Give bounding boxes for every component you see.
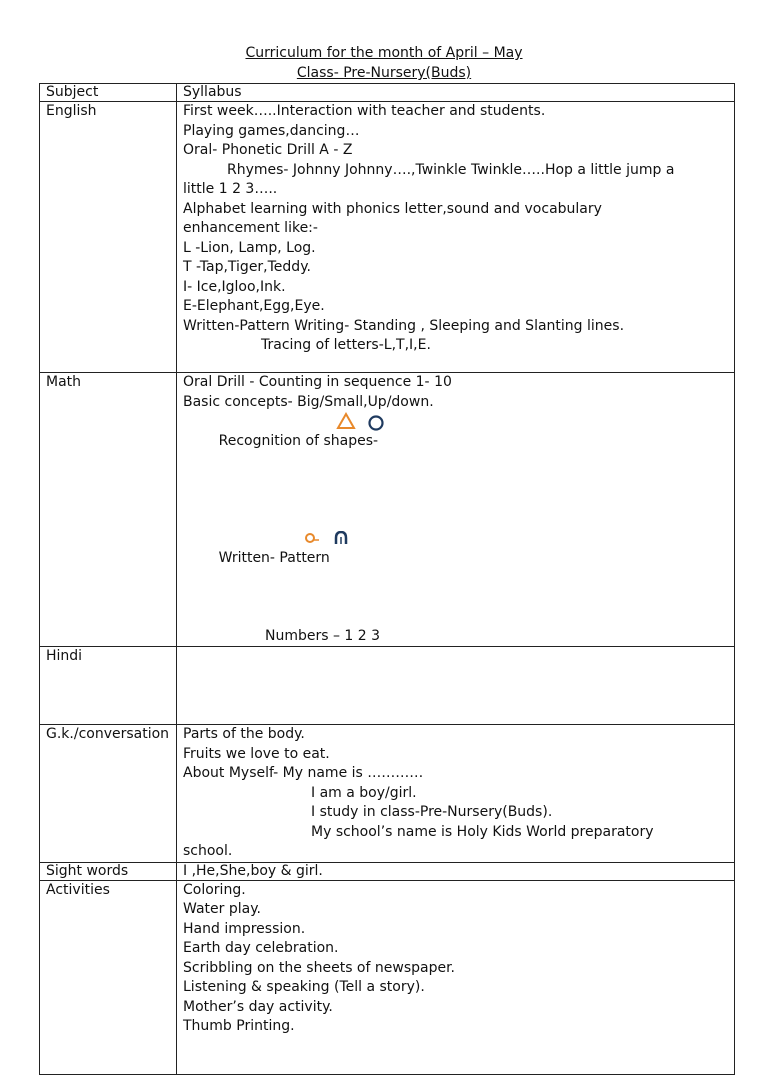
syllabus-line: school. — [183, 843, 233, 859]
syllabus-line: L -Lion, Lamp, Log. — [183, 239, 316, 256]
syllabus-line: Written- Pattern — [218, 549, 330, 566]
curriculum-table — [39, 83, 735, 1075]
subject-cell — [40, 725, 177, 863]
subject-cell: English — [40, 102, 177, 373]
syllabus-line: Playing games,dancing… — [183, 122, 360, 139]
arch-pattern-icon — [334, 531, 348, 545]
syllabus-cell — [177, 102, 735, 373]
column-header-syllabus: Syllabus — [177, 84, 735, 102]
syllabus-line: Coloring. — [183, 881, 246, 898]
syllabus-line: Recognition of shapes- — [218, 432, 379, 449]
table-row-hindi — [40, 647, 735, 725]
shapes-line — [183, 412, 728, 510]
table-row-gk — [40, 725, 735, 863]
syllabus-cell — [177, 373, 735, 647]
syllabus-line: Earth day celebration. — [183, 940, 339, 956]
table-row-sight-words — [40, 862, 735, 880]
syllabus-line: Oral Drill - Counting in sequence 1- 10 — [183, 374, 452, 390]
table-row-math — [40, 373, 735, 647]
syllabus-line: I- Ice,Igloo,Ink. — [183, 278, 286, 295]
document-header — [0, 43, 768, 83]
subject-cell: Activities — [40, 880, 177, 1074]
syllabus-line: I study in class-Pre-Nursery(Buds). — [311, 804, 553, 820]
syllabus-line: Water play. — [183, 901, 261, 917]
syllabus-line: Thumb Printing. — [183, 1018, 295, 1034]
syllabus-line: Oral- Phonetic Drill A - Z — [183, 142, 353, 158]
column-header-subject: Subject — [40, 84, 177, 102]
subject-cell: Hindi — [40, 647, 177, 725]
page-subtitle: Class- Pre-Nursery(Buds) — [296, 65, 472, 81]
syllabus-line: My school’s name is Holy Kids World preparatory — [311, 823, 654, 840]
syllabus-line: Fruits we love to eat. — [183, 745, 330, 762]
syllabus-line: First week…..Interaction with teacher and students. — [183, 103, 546, 119]
subject-cell: Sight words — [40, 862, 177, 880]
syllabus-cell — [177, 725, 735, 863]
triangle-icon — [336, 412, 356, 430]
syllabus-line: I am a boy/girl. — [311, 784, 417, 801]
pattern-line — [183, 529, 728, 627]
syllabus-line: Rhymes- Johnny Johnny….,Twinkle Twinkle…..Hop a little jump a — [227, 161, 675, 178]
table-header-row — [40, 84, 735, 102]
table-row-activities — [40, 880, 735, 1074]
syllabus-line: Hand impression. — [183, 920, 306, 937]
subject-cell: Math — [40, 373, 177, 647]
syllabus-line: Scribbling on the sheets of newspaper. — [183, 959, 455, 976]
syllabus-line: little 1 2 3….. — [183, 181, 278, 197]
syllabus-cell — [177, 862, 735, 880]
syllabus-line: T -Tap,Tiger,Teddy. — [183, 259, 311, 275]
blank-line — [183, 510, 728, 530]
syllabus-line: E-Elephant,Egg,Eye. — [183, 298, 325, 314]
syllabus-line: Written-Pattern Writing- Standing , Sleeping and Slanting lines. — [183, 317, 625, 334]
syllabus-line: About Myself- My name is ………… — [183, 765, 424, 781]
table-row-english — [40, 102, 735, 373]
subject-label: G.k./conversation — [46, 726, 170, 742]
syllabus-cell — [177, 880, 735, 1074]
syllabus-line: Alphabet learning with phonics letter,sound and vocabulary — [183, 200, 602, 217]
syllabus-line: Mother’s day activity. — [183, 998, 333, 1015]
loop-pattern-icon — [304, 532, 320, 544]
syllabus-line: enhancement like:- — [183, 220, 318, 236]
syllabus-line: Tracing of letters-L,T,I,E. — [261, 337, 431, 353]
syllabus-cell — [177, 647, 735, 725]
syllabus-line: Listening & speaking (Tell a story). — [183, 979, 425, 995]
page-title: Curriculum for the month of April – May — [245, 45, 523, 61]
circle-icon — [367, 414, 385, 432]
syllabus-line: Numbers – 1 2 3 — [265, 627, 381, 644]
syllabus-line: I ,He,She,boy & girl. — [183, 862, 323, 879]
syllabus-line: Basic concepts- Big/Small,Up/down. — [183, 393, 434, 410]
syllabus-line: Parts of the body. — [183, 726, 305, 742]
